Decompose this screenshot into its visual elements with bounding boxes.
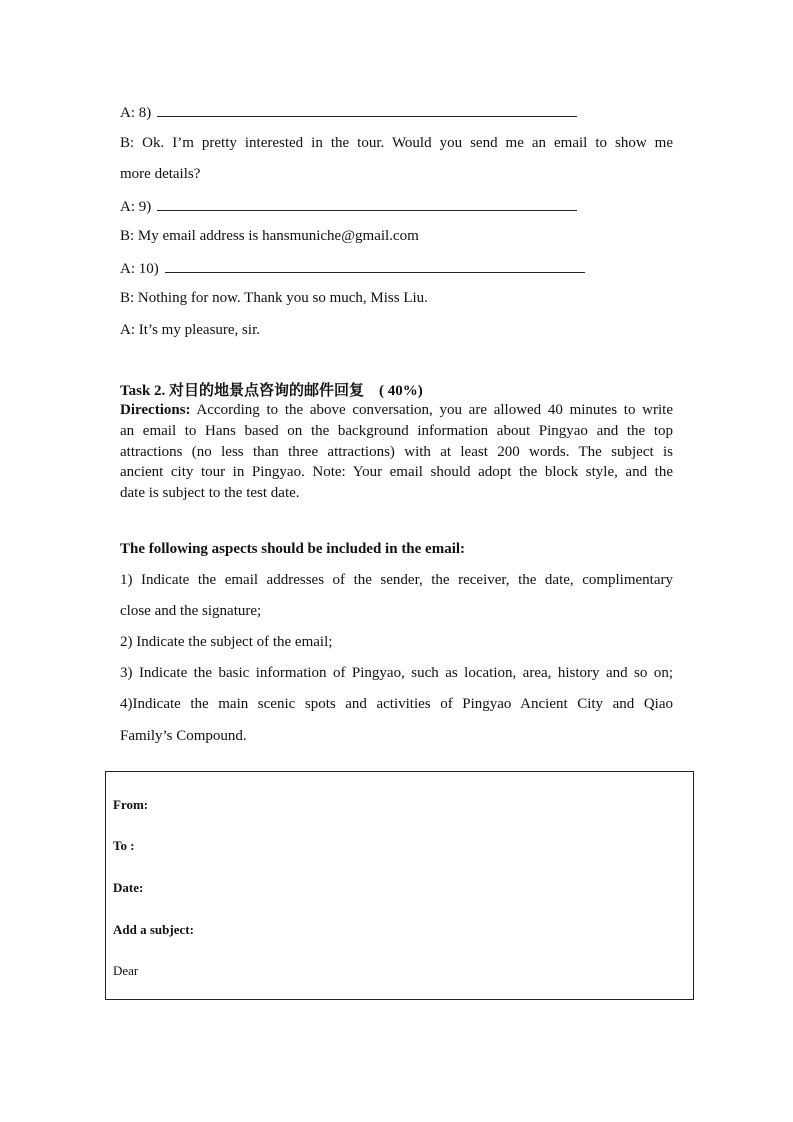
speaker-a-10: A: 10) [120,261,159,277]
dialogue-line-9 [120,197,577,216]
aspect-item-4-cont: Family’s Compound. [120,728,247,744]
dialogue-line-b1: B: Ok. I’m pretty interested in the tour. Would you send me an email to show me [120,135,673,151]
aspects-heading: The following aspects should be included in the email: [120,541,466,557]
directions-line-4: ancient city tour in Pingyao. Note: Your email should adopt the block style, and the [120,464,673,481]
dialogue-line-b3: B: Nothing for now. Thank you so much, Miss Liu. [120,290,428,306]
dialogue-line-10 [120,259,585,278]
email-date-label: Date: [113,880,144,895]
answer-blank-10[interactable] [165,259,585,273]
email-greeting: Dear [113,963,139,978]
answer-blank-9[interactable] [157,197,577,211]
dialogue-line-a-final: A: It’s my pleasure, sir. [120,322,260,338]
aspect-item-4: 4)Indicate the main scenic spots and activities of Pingyao Ancient City and Qiao [120,696,673,712]
directions-label: Directions: [120,402,191,418]
dialogue-line-b1-cont: more details? [120,166,201,182]
task-title: Task 2. 对目的地景点咨询的邮件回复 ( 40%) [120,383,423,399]
email-from-label: From: [113,797,149,812]
email-to-label: To : [113,838,135,853]
speaker-a-9: A: 9) [120,199,152,215]
directions-line-3: attractions (no less than three attractions) with at least 200 words. The subject is [120,443,673,460]
answer-blank-8[interactable] [157,103,577,117]
dialogue-line-b2: B: My email address is hansmuniche@gmail.com [120,228,419,244]
speaker-a-8: A: 8) [120,105,152,121]
dialogue-line-8 [120,103,577,122]
directions-paragraph [120,400,673,504]
directions-line-1: Directions: According to the above conversation, you are allowed 40 minutes to write [120,402,673,418]
directions-line-2: an email to Hans based on the background information about Pingyao and the top [120,422,673,439]
aspect-item-3: 3) Indicate the basic information of Pingyao, such as location, area, history and so on; [120,665,673,681]
email-subject-label: Add a subject: [113,922,194,937]
aspect-item-1-cont: close and the signature; [120,603,262,619]
directions-line-5: date is subject to the test date. [120,485,300,502]
aspect-item-2: 2) Indicate the subject of the email; [120,634,333,650]
email-answer-box[interactable] [105,771,694,1000]
aspect-item-1: 1) Indicate the email addresses of the sender, the receiver, the date, complimentary [120,572,673,588]
